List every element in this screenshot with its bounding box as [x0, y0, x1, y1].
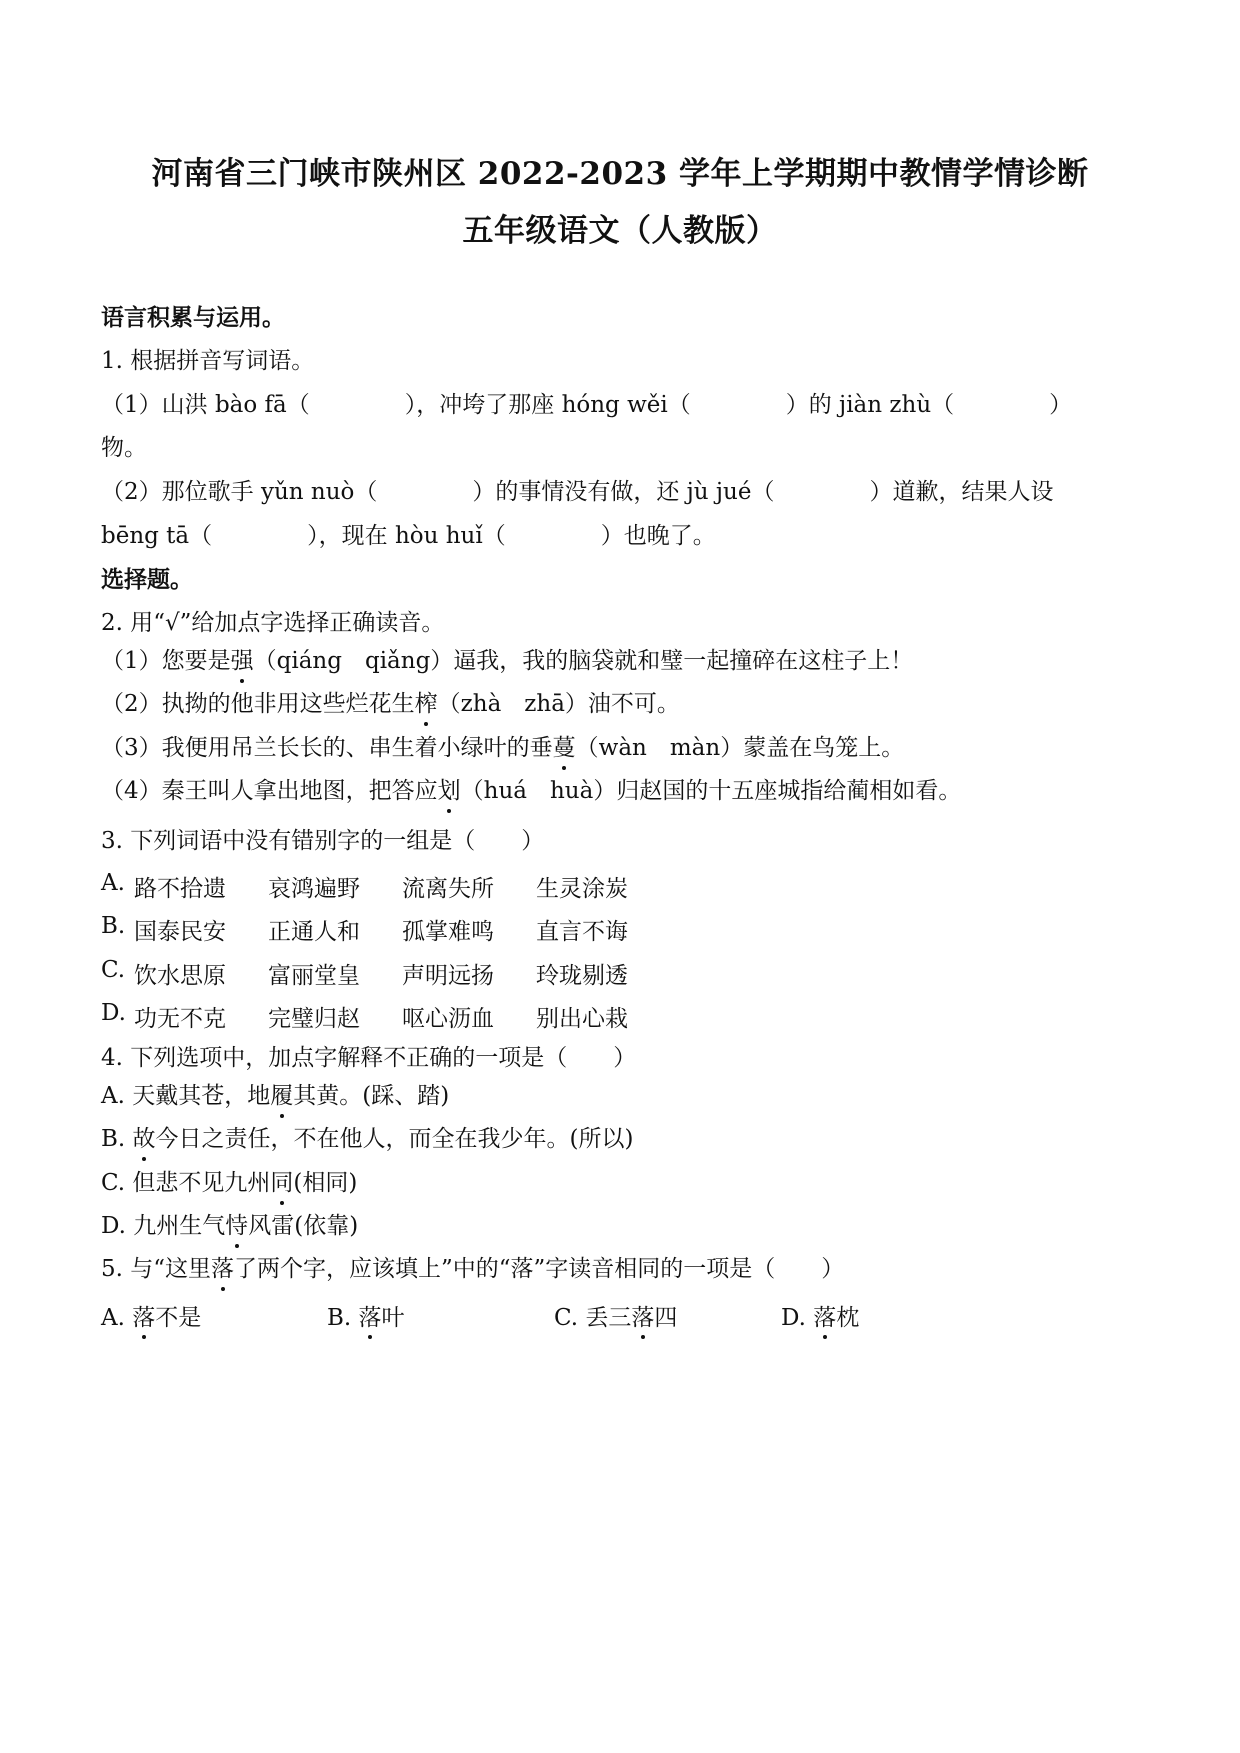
option-word: 国泰民安: [134, 919, 226, 945]
q5-option-b[interactable]: [327, 1299, 405, 1332]
option-letter: D.: [101, 1000, 126, 1026]
option-word: 呕心沥血: [402, 1006, 494, 1032]
option-word: 功无不克: [134, 1006, 226, 1032]
option-text: 其黄。(踩、踏): [293, 1083, 450, 1109]
option-word: 直言不诲: [536, 919, 628, 945]
option-text: C. 但悲不见九州: [101, 1170, 271, 1196]
q2-item-3-options[interactable]: （wàn màn）蒙盖在鸟笼上。: [575, 735, 905, 761]
q1-s3-part-b: ），现在 hòu huǐ（: [307, 523, 506, 549]
q5-option-a[interactable]: [101, 1299, 201, 1332]
q5-option-c[interactable]: [554, 1299, 677, 1332]
dotted-char: 同: [270, 1170, 294, 1196]
dotted-char: 落: [211, 1256, 235, 1282]
option-letter: D.: [781, 1305, 806, 1331]
option-text: (相同): [293, 1170, 358, 1196]
q1-s2-part-c: ）道歉，结果人设: [869, 479, 1054, 505]
option-word: 孤掌难鸣: [402, 919, 494, 945]
q2-item-4-text: （4）秦王叫人拿出地图，把答应: [101, 778, 438, 804]
option-letter: B.: [101, 913, 126, 939]
q2-item-1-options[interactable]: （qiáng qiǎng）逼我，我的脑袋就和璧一起撞碎在这柱子上！: [253, 648, 914, 674]
q5-stem: [101, 1254, 844, 1284]
option-word: 正通人和: [268, 919, 360, 945]
q1-sentence-1-end: 物。: [101, 435, 147, 461]
option-text: 风雷(依靠): [248, 1213, 359, 1239]
q1-sentence-2: [101, 477, 1053, 507]
q2-stem: 2. 用“√”给加点字选择正确读音。: [101, 610, 445, 636]
q1-s2-part-b: ）的事情没有做，还 jù jué（: [472, 479, 775, 505]
option-word: 生灵涂炭: [536, 876, 628, 902]
q2-item-2: [101, 689, 680, 719]
option-text: D. 九州生气: [101, 1213, 226, 1239]
dotted-char: 榨: [414, 691, 438, 717]
dotted-char: 落: [132, 1299, 155, 1332]
q5-option-d[interactable]: [781, 1299, 859, 1332]
option-text: 四: [654, 1305, 678, 1331]
q4-option-d[interactable]: [101, 1211, 358, 1241]
q1-s1-part-b: ），冲垮了那座 hóng wěi（: [404, 392, 691, 418]
option-text: 不是: [155, 1305, 202, 1331]
q1-sentence-3: [101, 521, 716, 551]
dotted-char: 落: [813, 1299, 836, 1332]
q4-option-b[interactable]: [101, 1124, 633, 1154]
q1-sentence-1: [101, 390, 1072, 420]
option-word: 玲珑剔透: [536, 963, 628, 989]
q5-stem-text: 5. 与“这里: [101, 1256, 212, 1282]
option-letter: A.: [101, 1305, 125, 1331]
dotted-char: 故: [132, 1126, 156, 1152]
option-text: 丢三: [585, 1305, 632, 1331]
dotted-char: 划: [437, 778, 461, 804]
option-letter: C.: [101, 957, 126, 983]
q1-s1-part-d: ）: [1049, 392, 1073, 418]
option-word: 富丽堂皇: [268, 963, 360, 989]
q2-item-1: [101, 646, 913, 676]
q2-item-4: [101, 776, 961, 806]
option-text: 叶: [381, 1305, 405, 1331]
q2-item-4-options[interactable]: （huá huà）归赵国的十五座城指给蔺相如看。: [460, 778, 962, 804]
option-word: 饮水思原: [134, 963, 226, 989]
option-letter: B.: [327, 1305, 352, 1331]
section-heading-choice: 选择题。: [101, 566, 193, 593]
section-heading-language: 语言积累与运用。: [101, 304, 285, 331]
q1-stem: 1. 根据拼音写词语。: [101, 348, 315, 374]
q1-s1-part-c: ）的 jiàn zhù（: [785, 392, 955, 418]
q4-stem: 4. 下列选项中，加点字解释不正确的一项是（ ）: [101, 1045, 637, 1071]
option-text: B.: [101, 1126, 133, 1152]
dotted-char: 蔓: [552, 735, 576, 761]
option-letter: A.: [101, 870, 125, 896]
q2-item-3: [101, 733, 904, 763]
q1-s3-part-a: bēng tā（: [101, 523, 213, 549]
q2-item-3-text: （3）我便用吊兰长长的、串生着小绿叶的垂: [101, 735, 553, 761]
q2-item-2-options[interactable]: （zhà zhā）油不可。: [437, 691, 680, 717]
option-text: 今日之责任，不在他人，而全在我少年。(所以): [155, 1126, 634, 1152]
option-word: 别出心栽: [536, 1006, 628, 1032]
option-word: 哀鸿遍野: [268, 876, 360, 902]
option-word: 声明远扬: [402, 963, 494, 989]
q4-option-a[interactable]: [101, 1081, 449, 1111]
dotted-char: 履: [270, 1083, 294, 1109]
q5-stem-text: 了两个字，应该填上”中的“落”字读音相同的一项是（ ）: [234, 1256, 845, 1282]
q2-item-1-text: （1）您要是: [101, 648, 231, 674]
dotted-char: 落: [631, 1299, 654, 1332]
exam-title: 河南省三门峡市陕州区 2022-2023 学年上学期期中教情学情诊断: [151, 156, 1089, 192]
option-word: 路不拾遗: [134, 876, 226, 902]
q3-stem: 3. 下列词语中没有错别字的一组是（ ）: [101, 828, 545, 854]
dotted-char: 恃: [225, 1213, 249, 1239]
option-text: A. 天戴其苍，地: [101, 1083, 271, 1109]
q1-s3-part-c: ）也晚了。: [600, 523, 716, 549]
option-letter: C.: [554, 1305, 579, 1331]
exam-subtitle: 五年级语文（人教版）: [462, 213, 778, 249]
q2-item-2-text: （2）执拗的他非用这些烂花生: [101, 691, 415, 717]
q1-s2-part-a: （2）那位歌手 yǔn nuò（: [101, 479, 378, 505]
q4-option-c[interactable]: [101, 1168, 357, 1198]
option-word: 流离失所: [402, 876, 494, 902]
option-text: 枕: [836, 1305, 860, 1331]
option-word: 完璧归赵: [268, 1006, 360, 1032]
dotted-char: 落: [359, 1299, 382, 1332]
q1-s1-part-a: （1）山洪 bào fā（: [101, 392, 310, 418]
dotted-char: 强: [230, 648, 254, 674]
